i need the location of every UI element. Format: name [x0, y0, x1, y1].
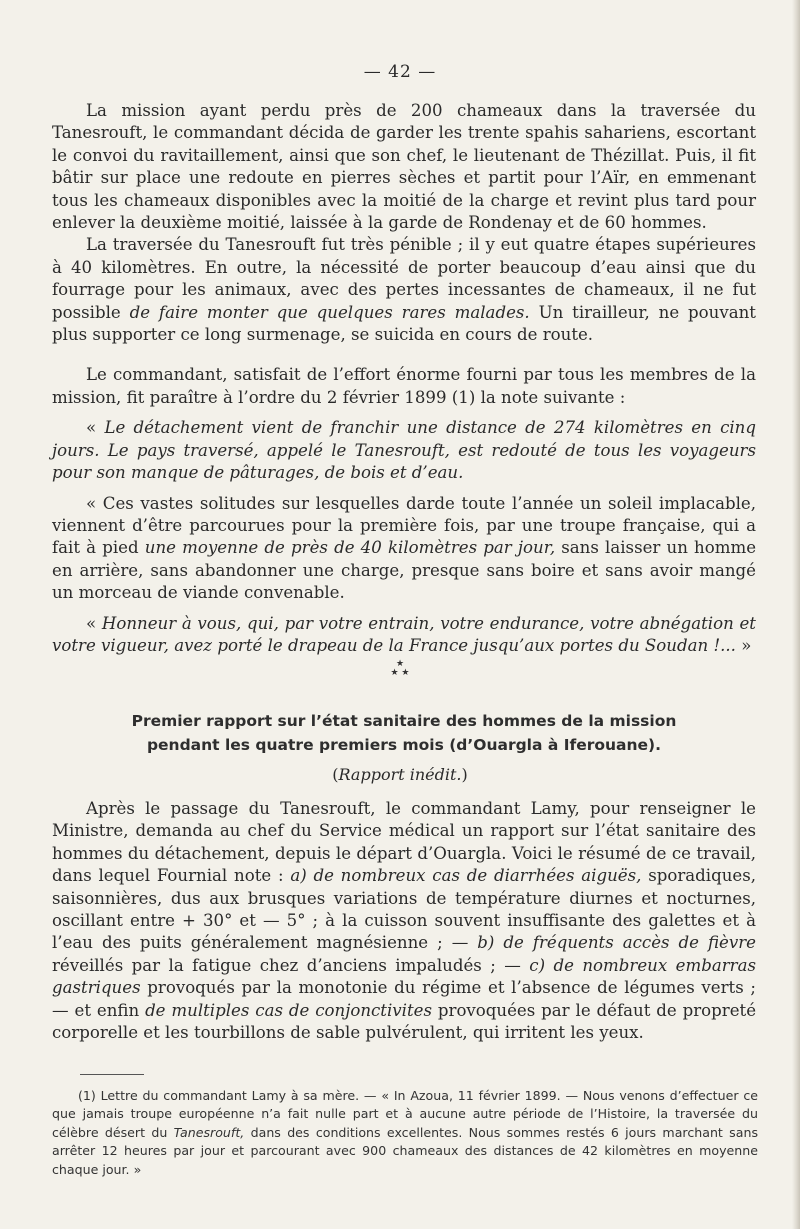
text-run: provoquées par le défaut de propreté corporelle et les tourbillons de sable pulvérulent, qui irritent les yeux. [52, 1000, 757, 1043]
paren-close: ) [461, 765, 468, 784]
page-edge-shadow [792, 0, 800, 1229]
text-run: « [86, 613, 102, 633]
text-run: La mission ayant perdu près de 200 chameaux dans la traversée du Tanesrouft, le commandant décida de garder les trente spahis sahariens, escortant le convoi du ravitaillement, ainsi que son chef, le lieutenant de Thézillat. Puis, il fit bâtir sur place une redoute en pierres sèches et partit pour l’Aïr, en emmenant tous les chameaux disponibles avec la moitié de la charge et revint plus tard pour enlever la deuxième moitié, laissée à la garde de Rondenay et de 60 hommes. [52, 101, 756, 233]
paren-open: ( [332, 765, 339, 784]
footnote-italic: Tanesrouft, [173, 1124, 245, 1140]
text-run: sporadiques, saisonnières, dus aux brusques variations de température diurnes et nocturnes, oscillant entre + 30° et — 5° ; à la cuisson souvent insuffisante des galettes et à l’eau des puits généralement magnésienne ; — [52, 866, 756, 953]
section-subtitle [0, 765, 800, 784]
quote-paragraph [52, 417, 756, 484]
italic-run: Honneur à vous, qui, par votre entrain, votre endurance, votre abnégation et votre vigueur, avez porté le drapeau de la France jusqu’aux portes du Soudan !... [52, 613, 756, 655]
text-run: réveillés par la fatigue chez d’anciens impaludés ; — [52, 955, 530, 975]
text-run: sans laisser un homme en arrière, sans abandonner une charge, presque sans boire et sans avoir mangé un morceau de viande convenable. [52, 538, 757, 603]
italic-run: une moyenne de près de 40 kilomètres par jour, [144, 538, 556, 558]
italic-run: de faire monter que quelques rares malades. [129, 302, 530, 322]
section-title-line: pendant les quatre premiers mois (d’Ouargla à Iferouane). [146, 736, 662, 754]
footnote [52, 1087, 758, 1179]
paragraph [52, 234, 756, 346]
subtitle-text: Rapport inédit. [338, 765, 462, 784]
text-run: Après le passage du Tanesrouft, le commandant Lamy, pour renseigner le Ministre, demanda au chef du Service médical un rapport sur l’état sanitaire des hommes du détachement, depuis le départ d’Ouargla. Voici le résumé de ce travail, dans lequel Fournial note : [52, 799, 756, 886]
footnote-divider [80, 1074, 144, 1075]
text-run: « Ces vastes solitudes sur lesquelles darde toute l’année un soleil implacable, viennent d’être parcourues pour la première fois, par une troupe française, qui a fait à pied [52, 493, 756, 558]
italic-run: Le détachement vient de franchir une distance de 274 kilomètres en cinq jours. Le pays traversé, appelé le Tanesrouft, est redouté de tous les voyageurs pour son manque de pâturages, de bois et d’eau. [52, 418, 756, 483]
text-run: « [86, 418, 105, 438]
paragraph [52, 364, 756, 409]
asterism-ornament: ★ ★ ★ [390, 659, 410, 678]
paragraph [52, 798, 756, 1044]
text-run: Le commandant, satisfait de l’effort énorme fourni par tous les membres de la mission, fit paraître à l’ordre du 2 février 1899 (1) la note suivante : [52, 365, 756, 407]
quote-paragraph [52, 493, 756, 605]
text-run: Un tirailleur, ne pouvant plus supporter ce long surmenage, se suicida en cours de route. [52, 302, 756, 345]
page-number: — 42 — [363, 62, 437, 82]
footnote-text: (1) Lettre du commandant Lamy à sa mère. — « In Azoua, 11 février 1899. — Nous venons d’effectuer ce que jamais troupe européenne n’a fait nulle part et à aucune autre période de l’Histoire, la traversée du célèbre désert du [52, 1088, 758, 1140]
section-title [52, 709, 756, 757]
main-text [52, 100, 756, 657]
italic-run: a) de nombreux cas de diarrhées aiguës, [290, 866, 642, 886]
footnote-text: dans des conditions excellentes. Nous sommes restés 6 jours marchant sans arrêter 12 heures par jour et parcourant avec 900 chameaux des distances de 42 kilomètres en moyenne chaque jour. » [52, 1124, 758, 1177]
paragraph [52, 100, 756, 234]
italic-run: c) de nombreux embarras gastriques [52, 955, 756, 998]
section-title-line: Premier rapport sur l’état sanitaire des hommes de la mission [131, 712, 677, 730]
quote-paragraph [52, 613, 756, 658]
text-run: » [735, 635, 752, 655]
text-run: provoqués par la monotonie du régime et l’absence de légumes verts ; — et enfin [52, 978, 756, 1020]
italic-run: de multiples cas de conjonctivites [145, 1000, 432, 1020]
section-text [52, 798, 756, 1044]
italic-run: b) de fréquents accès de fièvre [477, 933, 756, 953]
text-run: La traversée du Tanesrouft fut très pénible ; il y eut quatre étapes supérieures à 40 kilomètres. En outre, la nécessité de porter beaucoup d’eau ainsi que du fourrage pour les animaux, avec des pertes incessantes de chameaux, il ne fut possible [52, 235, 756, 322]
